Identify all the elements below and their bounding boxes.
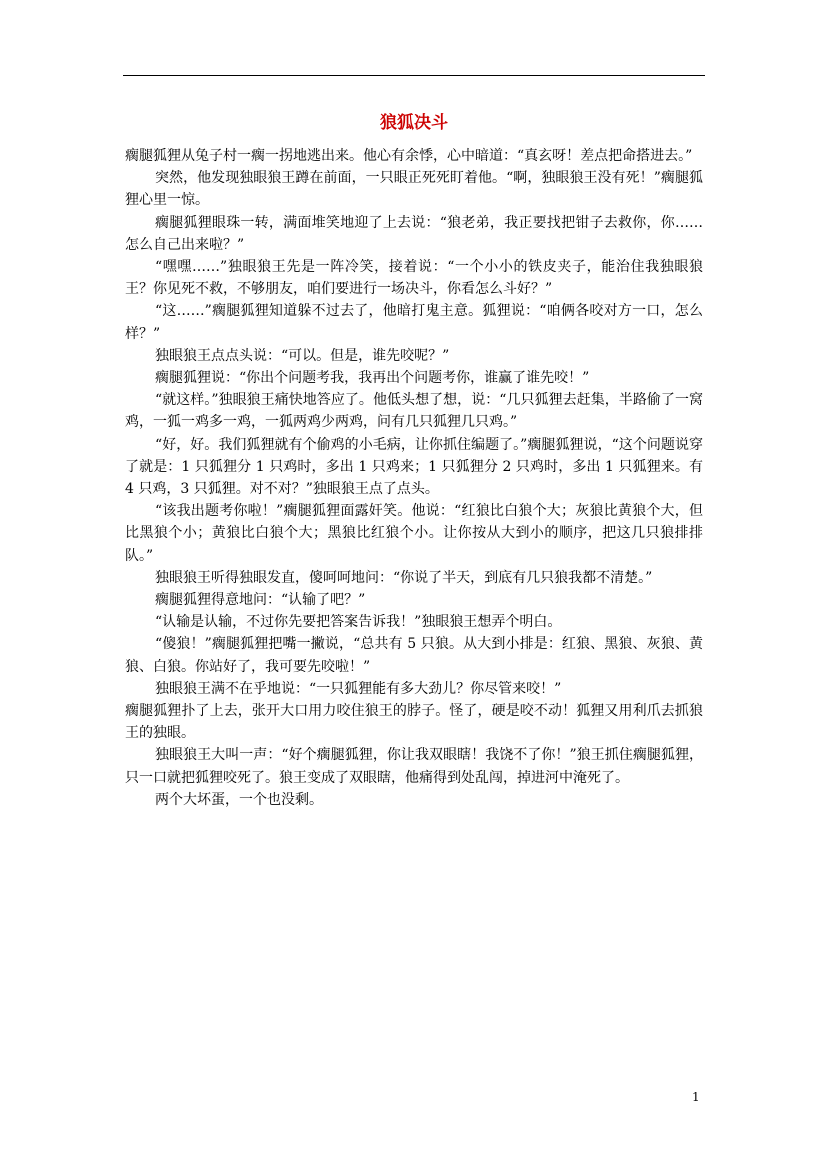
paragraph: 独眼狼王点点头说：“可以。但是，谁先咬呢？” [155,347,450,364]
paragraph: 瘸腿狐狸说：“你出个问题考我，我再出个问题考你，谁赢了谁先咬！” [155,370,590,387]
paragraph: 瘸腿狐狸眼珠一转，满面堆笑地迎了上去说：“狼老弟，我正要找把钳子去救你，你……怎么自己出来啦？” [125,214,703,253]
paragraph: 独眼狼王大叫一声：“好个瘸腿狐狸，你让我双眼瞎！我饶不了你！”狼王抓住瘸腿狐狸，只一口就把狐狸咬死了。狼王变成了双眼瞎，他痛得到处乱闯，掉进河中淹死了。 [125,747,703,786]
paragraph: “就这样。”独眼狼王痛快地答应了。他低头想了想，说：“几只狐狸去赶集，半路偷了一窝鸡，一狐一鸡多一鸡，一狐两鸡少两鸡，问有几只狐狸几只鸡。” [125,392,703,431]
paragraph: “该我出题考你啦！”瘸腿狐狸面露奸笑。他说：“红狼比白狼个大；灰狼比黄狼个大，但比黑狼个小；黄狼比白狼个大；黑狼比红狼个小。让你按从大到小的顺序，把这几只狼排排队。” [125,503,703,564]
document-body [125,145,703,811]
paragraph: “这……”瘸腿狐狸知道躲不过去了，他暗打鬼主意。狐狸说：“咱俩各咬对方一口，怎么样？” [125,303,703,342]
paragraph: “好，好。我们狐狸就有个偷鸡的小毛病，让你抓住编题了。”瘸腿狐狸说，“这个问题说穿了就是：1 只狐狸分 1 只鸡时，多出 1 只鸡来；1 只狐狸分 2 只鸡时，多出 1 只狐狸来。有 4 只鸡，3 只狐狸。对不对？”独眼狼王点了点头。 [125,436,703,498]
header-rule [123,75,705,76]
paragraph: 瘸腿狐狸从兔子村一瘸一拐地逃出来。他心有余悸，心中暗道：“真玄呀！差点把命搭进去。” [125,148,693,164]
document-title: 狼狐决斗 [380,113,448,133]
paragraph: “傻狼！”瘸腿狐狸把嘴一撇说，“总共有 5 只狼。从大到小排是：红狼、黑狼、灰狼、黄狼、白狼。你站好了，我可要先咬啦！” [125,636,703,675]
paragraph: 瘸腿狐狸得意地问：“认输了吧？” [155,592,366,609]
paragraph: 独眼狼王满不在乎地说：“一只狐狸能有多大劲儿？你尽管来咬！” [155,680,562,697]
paragraph: 瘸腿狐狸扑了上去，张开大口用力咬住狼王的脖子。怪了，硬是咬不动！狐狸又用利爪去抓狼王的独眼。 [125,703,703,742]
paragraph: 突然，他发现独眼狼王蹲在前面，一只眼正死死盯着他。“啊，独眼狼王没有死！”瘸腿狐狸心里一惊。 [125,170,703,209]
paragraph: “认输是认输，不过你先要把答案告诉我！”独眼狼王想弄个明白。 [155,614,562,631]
page-number: 1 [692,1090,700,1104]
paragraph: 两个大坏蛋，一个也没剩。 [155,791,323,808]
paragraph: 独眼狼王听得独眼发直，傻呵呵地问：“你说了半天，到底有几只狼我都不清楚。” [155,569,653,586]
paragraph: “嘿嘿……”独眼狼王先是一阵冷笑，接着说：“一个小小的铁皮夹子，能治住我独眼狼王？你见死不救，不够朋友，咱们要进行一场决斗，你看怎么斗好？” [125,259,703,298]
